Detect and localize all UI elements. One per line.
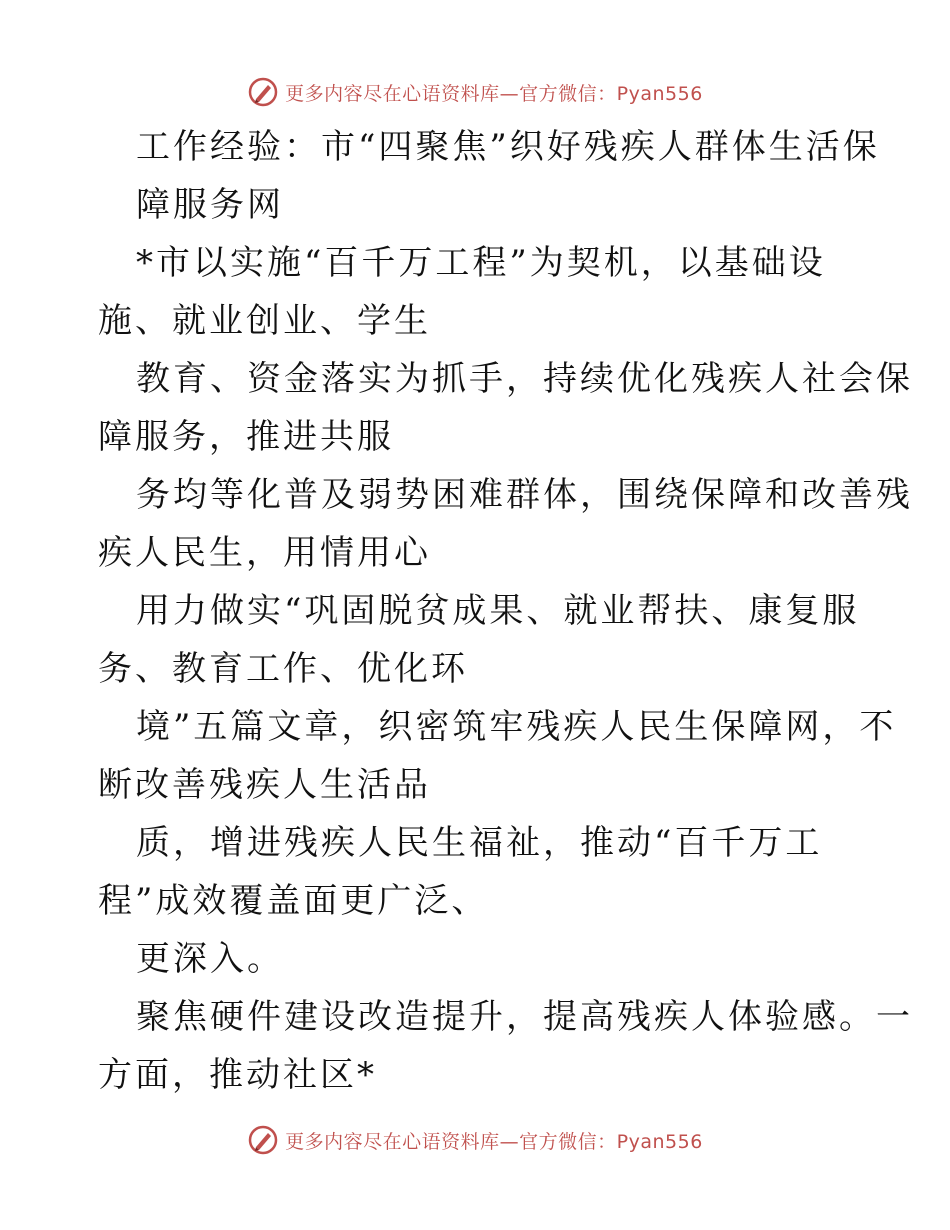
text-line: 聚焦硬件建设改造提升，提高残疾人体验感。一 — [136, 997, 913, 1037]
watermark-text: 更多内容尽在心语资料库—官方微信：Pyan556 — [285, 82, 703, 105]
text-line: 质，增进残疾人民生福祉，推动“百千万工 — [136, 823, 823, 863]
text-line: 更深入。 — [136, 939, 284, 979]
text-line: 境”五篇文章，织密筑牢残疾人民生保障网，不 — [136, 707, 897, 747]
text-line: 教育、资金落实为抓手，持续优化残疾人社会保 — [136, 359, 913, 399]
text-line: 疾人民生，用情用心 — [98, 533, 431, 573]
text-line: 施、就业创业、学生 — [98, 301, 431, 341]
footer-watermark — [0, 1118, 950, 1162]
text-line: 务、教育工作、优化环 — [98, 649, 468, 689]
text-line: 用力做实“巩固脱贫成果、就业帮扶、康复服 — [136, 591, 860, 631]
pen-logo-icon — [247, 1124, 279, 1156]
text-line: 程”成效覆盖面更广泛、 — [98, 881, 489, 921]
text-line: 障服务，推进共服 — [98, 417, 394, 457]
header-watermark — [0, 70, 950, 114]
text-line: *市以实施“百千万工程”为契机，以基础设 — [136, 243, 826, 283]
text-line: 方面，推动社区* — [98, 1055, 377, 1095]
text-line: 务均等化普及弱势困难群体，围绕保障和改善残 — [136, 475, 913, 515]
pen-logo-icon — [247, 76, 279, 108]
watermark-text: 更多内容尽在心语资料库—官方微信：Pyan556 — [285, 1130, 703, 1153]
text-line: 断改善残疾人生活品 — [98, 765, 431, 805]
document-body — [98, 118, 913, 1104]
text-line: 工作经验：市“四聚焦”织好残疾人群体生活保 — [136, 127, 880, 167]
text-line: 障服务网 — [136, 185, 284, 225]
